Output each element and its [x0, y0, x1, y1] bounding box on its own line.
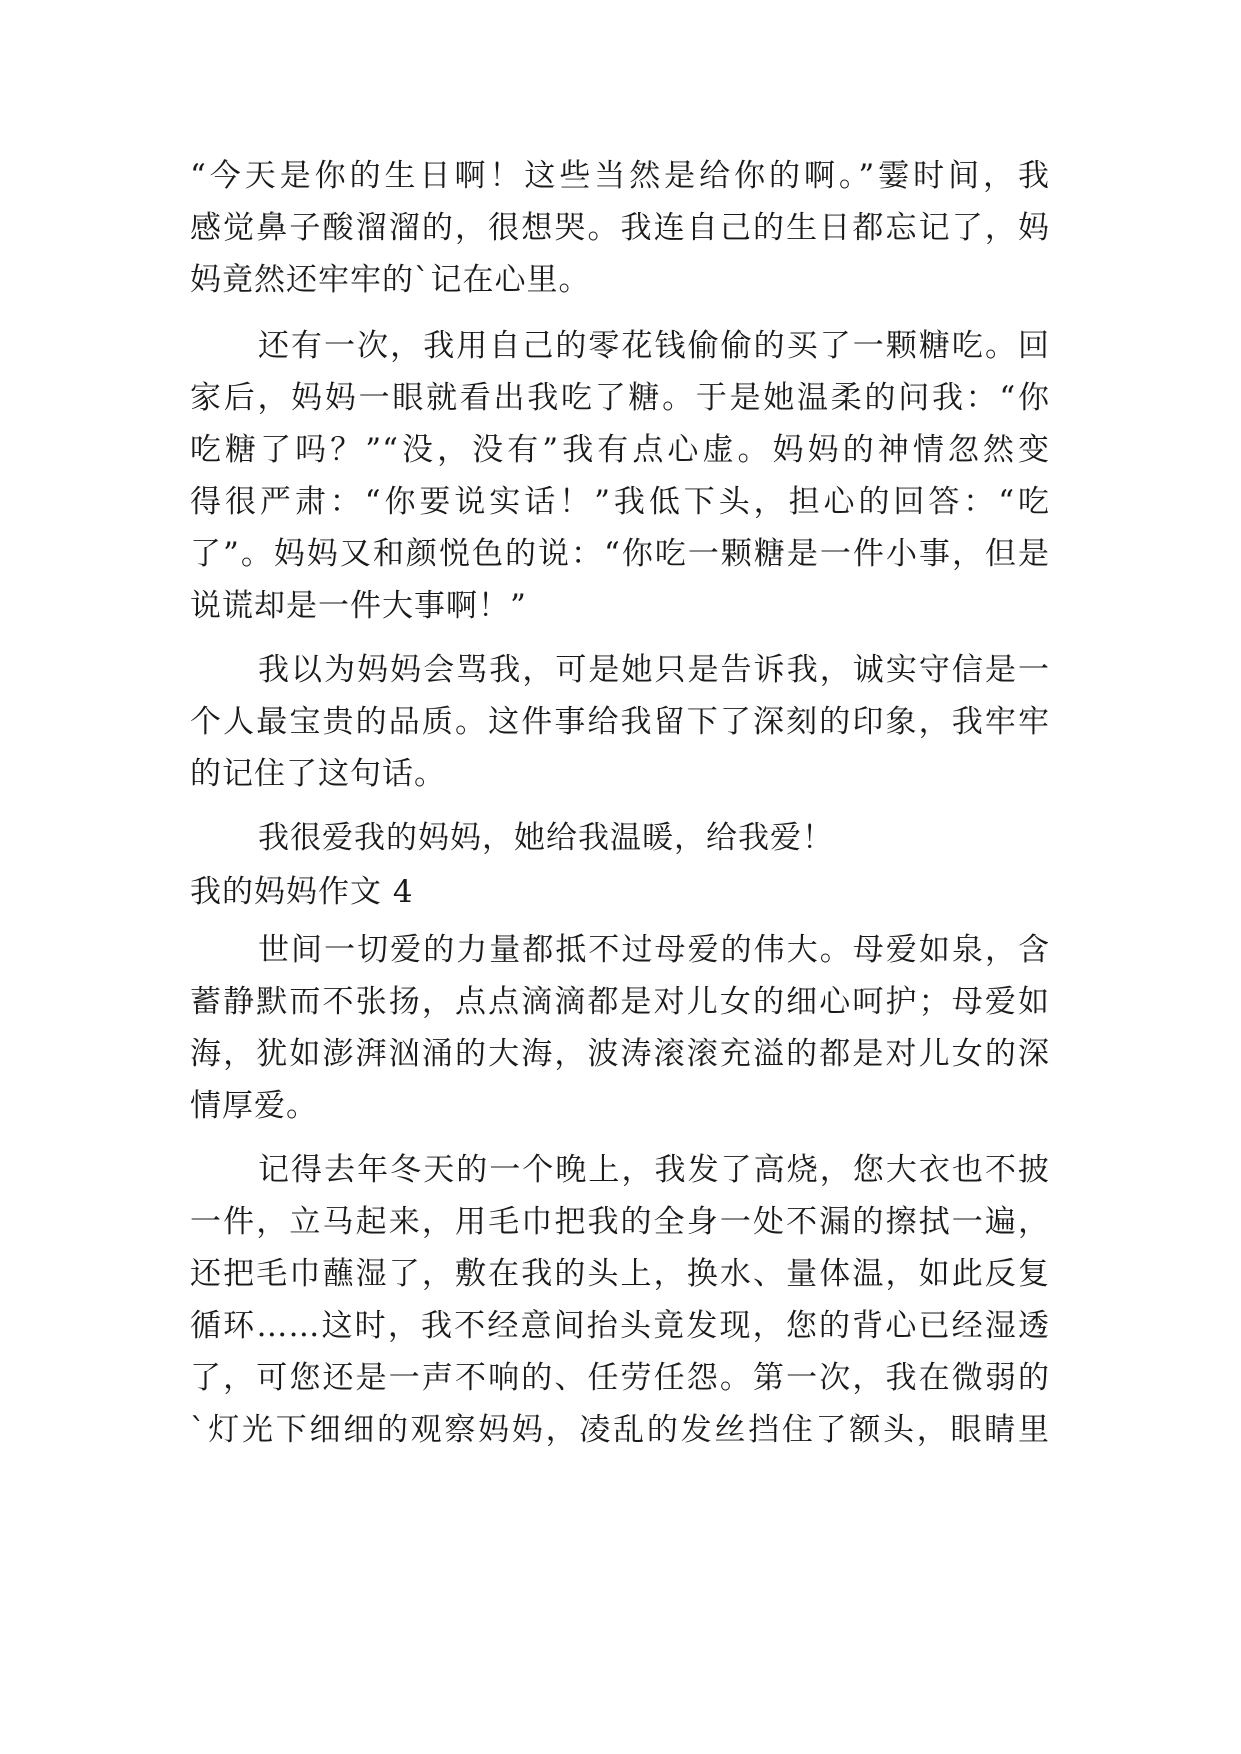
text-line: 情厚爱。 [190, 1088, 318, 1124]
text-line: 家后，妈妈一眼就看出我吃了糖。于是她温柔的问我：“你 [190, 380, 1050, 416]
text-line: 妈竟然还牢牢的`记在心里。 [190, 262, 591, 298]
text-line: 吃糖了吗？”“没，没有”我有点心虚。妈妈的神情忽然变 [190, 432, 1050, 468]
text-line: 海，犹如澎湃汹涌的大海，波涛滚滚充溢的都是对儿女的深 [190, 1036, 1050, 1072]
text-line: 个人最宝贵的品质。这件事给我留下了深刻的印象，我牢牢 [190, 704, 1050, 740]
text-line: “今天是你的生日啊！这些当然是给你的啊。”霎时间，我 [190, 158, 1050, 194]
text-line: 循环……这时，我不经意间抬头竟发现，您的背心已经湿透 [190, 1308, 1050, 1344]
text-line: 的记住了这句话。 [190, 756, 446, 792]
paragraph-first-line: 记得去年冬天的一个晚上，我发了高烧，您大衣也不披 [258, 1152, 1050, 1188]
text-line: 了，可您还是一声不响的、任劳任怨。第一次，我在微弱的 [190, 1360, 1050, 1396]
text-line: 感觉鼻子酸溜溜的，很想哭。我连自己的生日都忘记了，妈 [190, 210, 1050, 246]
text-line: 说谎却是一件大事啊！” [190, 588, 527, 624]
text-line: 了”。妈妈又和颜悦色的说：“你吃一颗糖是一件小事，但是 [190, 536, 1050, 572]
text-line: `灯光下细细的观察妈妈，凌乱的发丝挡住了额头，眼睛里 [190, 1412, 1050, 1448]
paragraph-first-line: 世间一切爱的力量都抵不过母爱的伟大。母爱如泉，含 [258, 932, 1050, 968]
paragraph-first-line: 我以为妈妈会骂我，可是她只是告诉我，诚实守信是一 [258, 652, 1050, 688]
text-line: 蓄静默而不张扬，点点滴滴都是对儿女的细心呵护；母爱如 [190, 984, 1050, 1020]
paragraph-first-line: 还有一次，我用自己的零花钱偷偷的买了一颗糖吃。回 [258, 328, 1050, 364]
text-line: 还把毛巾蘸湿了，敷在我的头上，换水、量体温，如此反复 [190, 1256, 1050, 1292]
section-heading: 我的妈妈作文 4 [190, 874, 414, 910]
text-line: 一件，立马起来，用毛巾把我的全身一处不漏的擦拭一遍， [190, 1204, 1050, 1240]
paragraph-first-line: 我很爱我的妈妈，她给我温暖，给我爱！ [258, 820, 834, 856]
text-line: 得很严肃：“你要说实话！”我低下头，担心的回答：“吃 [190, 484, 1050, 520]
